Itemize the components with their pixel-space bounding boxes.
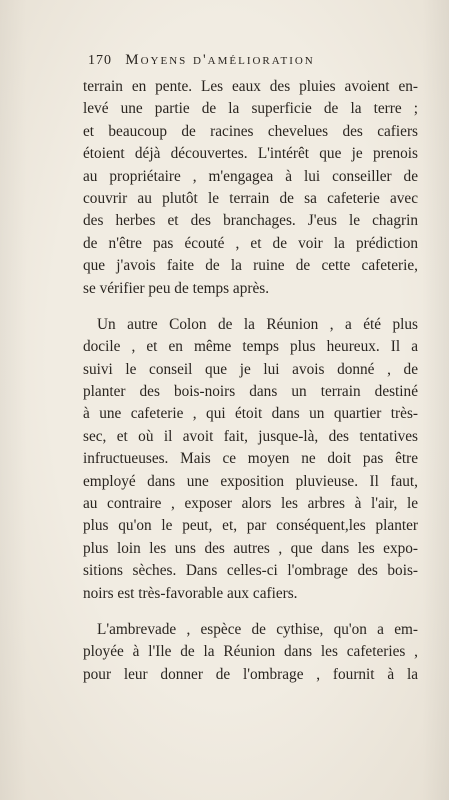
text-line: au propriétaire , m'engagea à lui conseiller de	[83, 167, 418, 185]
body-text	[83, 76, 418, 686]
running-title: Moyens d'amélioration	[125, 52, 315, 68]
text-line: Un autre Colon de la Réunion , a été plus	[97, 315, 418, 333]
page-number: 170	[88, 53, 112, 68]
text-line: que j'avois faite de la ruine de cette cafeterie,	[83, 257, 418, 275]
text-line: levé une partie de la superficie de la terre ;	[83, 100, 418, 118]
text-line: pour leur donner de l'ombrage , fournit à la	[83, 665, 418, 683]
text-line: au contraire , exposer alors les arbres à l'air, le	[83, 495, 418, 513]
text-line: sec, et où il avoit fait, jusque-là, des tentatives	[83, 427, 418, 445]
text-line: infructueuses. Mais ce moyen ne doit pas être	[83, 450, 418, 468]
paragraph-gap	[83, 605, 418, 619]
text-line: sitions sèches. Dans celles-ci l'ombrage des bois-	[83, 562, 418, 580]
text-line: plus qu'on le peut, et, par conséquent,les planter	[83, 517, 418, 535]
text-line: étoient déjà découvertes. L'intérêt que je prenois	[83, 145, 418, 163]
text-line: se vérifier peu de temps après.	[83, 279, 270, 297]
running-header	[88, 52, 428, 72]
text-line: ployée à l'Ile de la Réunion dans les cafeteries ,	[83, 643, 418, 661]
text-line: L'ambrevade , espèce de cythise, qu'on a em-	[97, 620, 418, 638]
paragraph-1	[83, 76, 418, 300]
text-line: de n'être pas écouté , et de voir la prédiction	[83, 234, 418, 252]
text-line: des herbes et des branchages. J'eus le chagrin	[83, 212, 418, 230]
text-line: et beaucoup de racines chevelues des cafiers	[83, 122, 418, 140]
text-line: noirs est très-favorable aux cafiers.	[83, 584, 298, 602]
paragraph-2	[83, 314, 418, 605]
text-line: à une cafeterie , qui étoit dans un quartier très-	[83, 405, 418, 423]
text-line: suivi le conseil que je lui avois donné , de	[83, 360, 418, 378]
text-line: planter des bois-noirs dans un terrain destiné	[83, 383, 418, 401]
text-line: docile , et en même temps plus heureux. Il a	[83, 338, 418, 356]
paragraph-gap	[83, 300, 418, 314]
text-line: plus loin les uns des autres , que dans les expo-	[83, 539, 418, 557]
text-line: terrain en pente. Les eaux des pluies avoient en-	[83, 78, 418, 95]
paragraph-3	[83, 619, 418, 686]
text-line: couvrir au plutôt le terrain de sa cafeterie avec	[83, 189, 418, 207]
text-line: employé dans une exposition pluvieuse. Il faut,	[83, 472, 418, 490]
